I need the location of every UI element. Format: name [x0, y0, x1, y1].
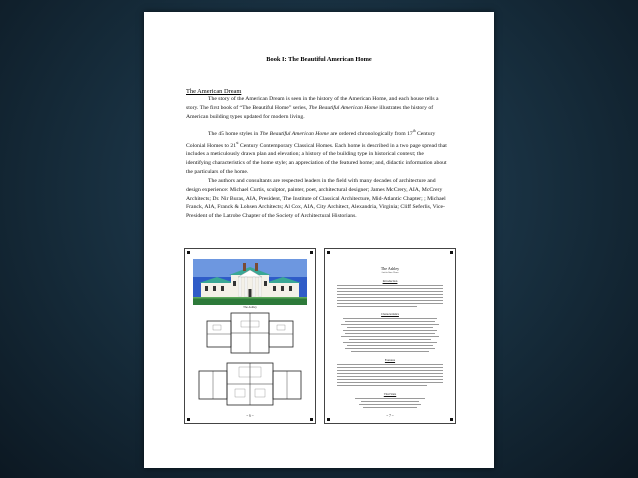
text-line [341, 324, 439, 325]
text-line [337, 379, 443, 380]
house-caption: The Ashley [243, 305, 257, 309]
corner-mark [310, 418, 313, 421]
text-line [337, 367, 443, 368]
corner-mark [450, 418, 453, 421]
house-elevation-illustration [193, 259, 307, 305]
section-introduction: Introduction [382, 279, 398, 283]
section-characteristics: Characteristics [381, 312, 399, 316]
text-line [345, 348, 435, 349]
text-line [363, 407, 417, 408]
left-leaf [184, 248, 316, 424]
page-number-left: ~ 6 ~ [246, 414, 254, 418]
page-number-right: ~ 7 ~ [386, 414, 394, 418]
text-line [359, 404, 421, 405]
text-line [343, 342, 437, 343]
corner-mark [327, 251, 330, 254]
text-line [337, 294, 443, 295]
text-line [347, 345, 433, 346]
corner-mark [450, 251, 453, 254]
floor-plan-lower [195, 359, 305, 409]
text-line [343, 330, 437, 331]
floor-plan-upper [203, 311, 297, 355]
text-line [337, 364, 443, 365]
text-line [347, 327, 433, 328]
text-line [349, 339, 431, 340]
right-leaf [324, 248, 456, 424]
text-line [337, 373, 443, 374]
corner-mark [310, 251, 313, 254]
text-line [355, 398, 425, 399]
right-page-subtitle: Antebellum Home [381, 271, 399, 274]
text-line [337, 291, 443, 292]
text-line [341, 336, 439, 337]
document-page [144, 12, 494, 468]
text-line [337, 370, 443, 371]
text-line [337, 303, 443, 304]
text-line [343, 318, 437, 319]
text-line [337, 297, 443, 298]
text-line [337, 288, 443, 289]
text-line [337, 306, 417, 307]
paragraph-authors: The authors and consultants are respected leaders in the field with many decades of architecture and design experience: Michael Curtis, sculptor, painter, poet, architectural designer; James McCrery, AIA, McCrery Architects; Dr. Nir Buras, AIA, President, The Institute of Classical Architecture, Mid-Atlantic Chapter; ; Michael Franck, AIA, Franck & Lohsen Architects; Al Cox, AIA, City Architect, Alexandria, Virginia; Cliff Seferlis, Vice-President of the Latrobe Chapter of the Society of Architectural Historians. [186, 178, 446, 220]
text-line [337, 382, 443, 383]
paragraph-styles: The 45 home styles in The Beautiful American Home are ordered chronologically from 17th Century Colonial Homes to 21st Century Contemporary Classical Homes. Each home is described in a two page spread that includes a meticulously drawn plan and elevation; a history of the building type in historical context; the identifying characteristics of the home style; an appreciation of the featured home; and, didactic information about the particulars of the home. [186, 129, 447, 175]
text-line [337, 385, 427, 386]
corner-mark [327, 418, 330, 421]
paragraph-intro: The story of the American Dream is seen in the history of the American Home, and each house tells a story. The first book of “The Beautiful Home” series, The Beautiful American Home illustrates the history of American building types updated for modern living. [186, 96, 439, 120]
section-features: Features [384, 358, 396, 362]
page-title: Book I: The Beautiful American Home [266, 56, 372, 63]
corner-mark [187, 251, 190, 254]
text-line [337, 376, 443, 377]
text-line [337, 300, 443, 301]
corner-mark [187, 418, 190, 421]
book-spread-image [184, 248, 456, 424]
text-line [345, 321, 435, 322]
text-line [351, 351, 429, 352]
right-page-title: The Ashley [380, 266, 400, 271]
text-line [361, 401, 419, 402]
text-line [337, 285, 443, 286]
text-line [345, 333, 435, 334]
section-vital-stats: Vital Stats [383, 392, 397, 396]
section-heading: The American Dream [186, 88, 242, 95]
